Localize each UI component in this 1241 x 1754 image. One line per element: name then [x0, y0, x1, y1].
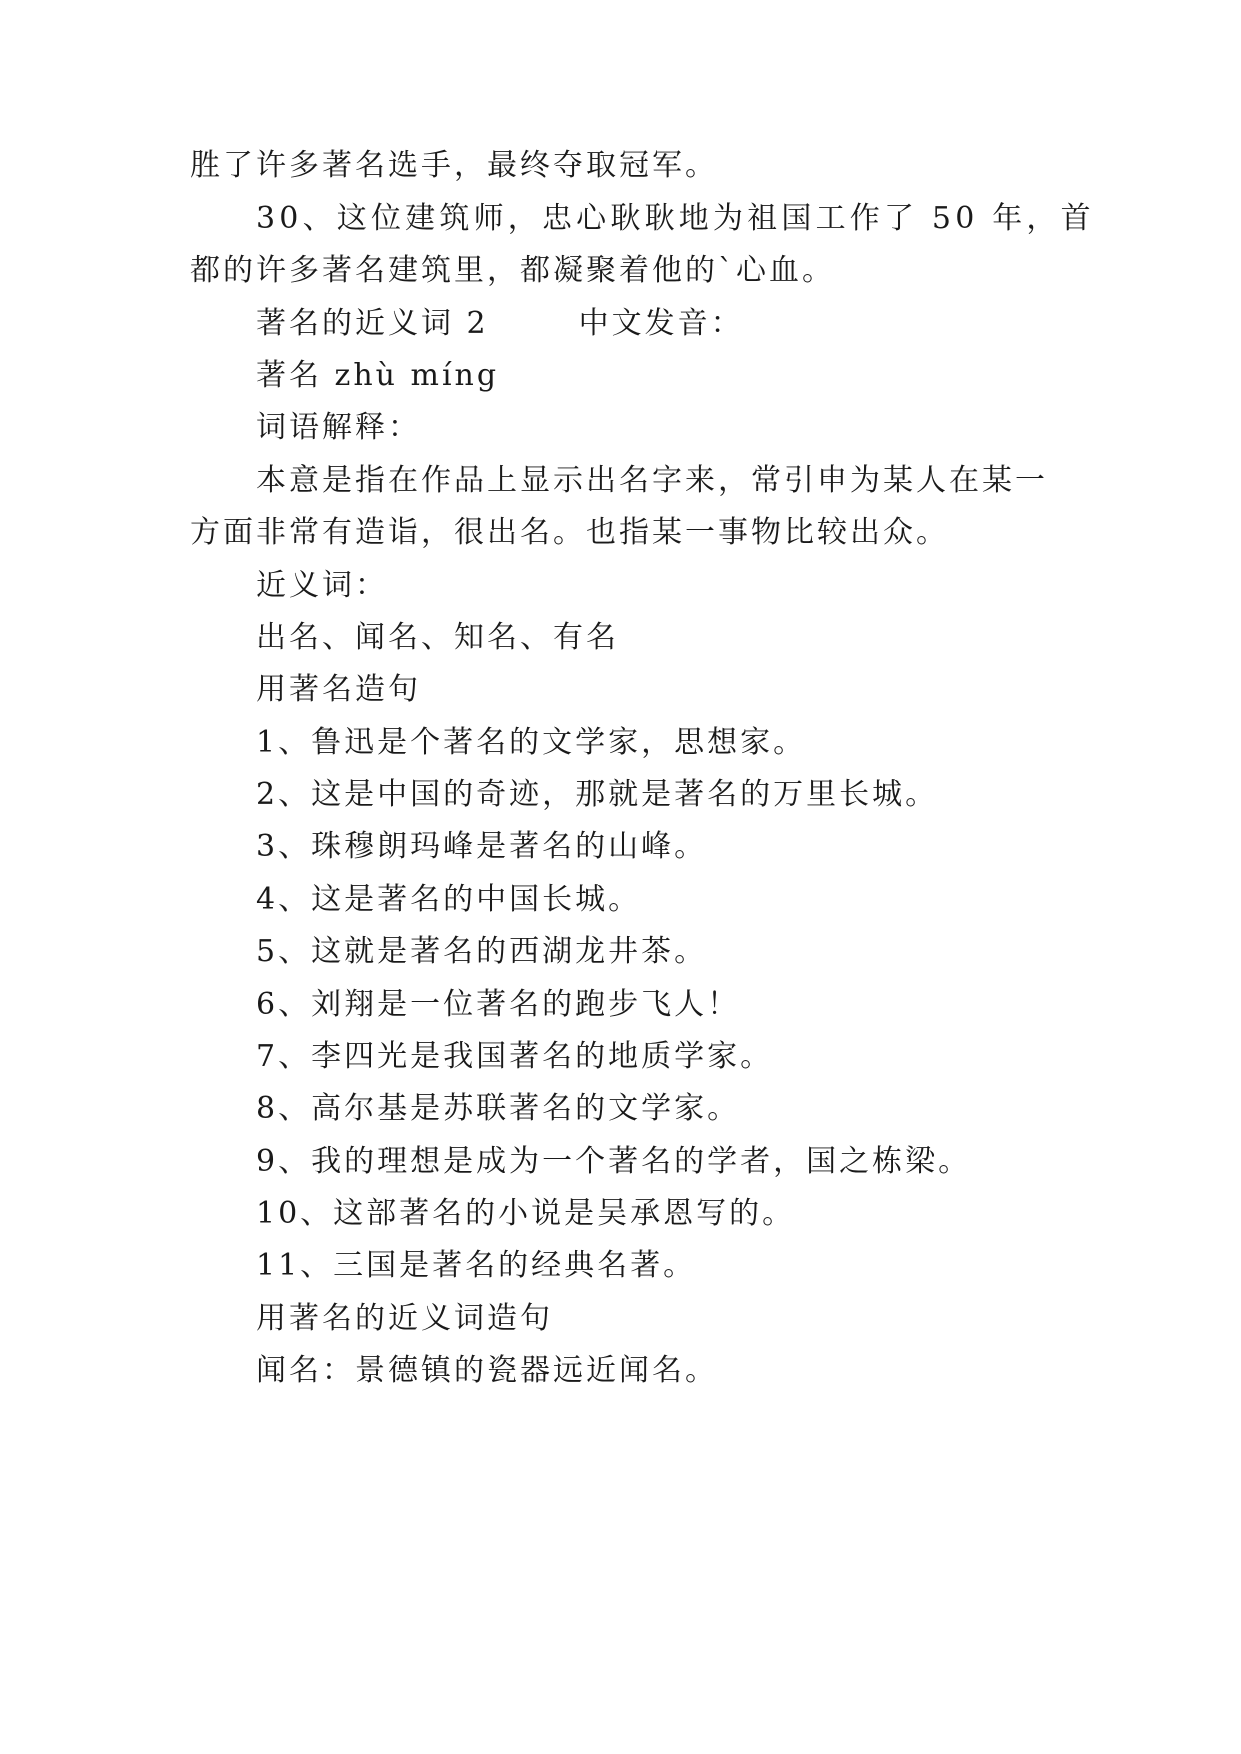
- example-sentence: 8、高尔基是苏联著名的文学家。: [256, 1091, 741, 1126]
- label-line: 近义词：: [256, 568, 388, 603]
- label-line: 用著名的近义词造句: [256, 1301, 553, 1336]
- paragraph-line: 都的许多著名建筑里，都凝聚着他的`心血。: [190, 253, 835, 288]
- paragraph-line: 胜了许多著名选手，最终夺取冠军。: [190, 148, 718, 183]
- example-sentence: 4、这是著名的中国长城。: [256, 882, 642, 917]
- example-sentence: 2、这是中国的奇迹，那就是著名的万里长城。: [256, 777, 939, 812]
- section-heading-subtitle: 中文发音：: [578, 306, 744, 341]
- example-sentence: 9、我的理想是成为一个著名的学者，国之栋梁。: [256, 1144, 972, 1179]
- section-heading: [256, 304, 744, 344]
- example-sentence: 7、李四光是我国著名的地质学家。: [256, 1039, 774, 1074]
- example-sentence: 1、鲁迅是个著名的文学家，思想家。: [256, 725, 807, 760]
- example-sentence: 6、刘翔是一位著名的跑步飞人！: [256, 987, 741, 1022]
- example-sentence: 闻名：景德镇的瓷器远近闻名。: [256, 1353, 718, 1388]
- pinyin-line: 著名 zhù míng: [256, 358, 500, 393]
- section-heading-title: 著名的近义词 2: [256, 306, 489, 341]
- example-sentence: 10、这部著名的小说是吴承恩写的。: [256, 1196, 796, 1231]
- label-line: 词语解释：: [256, 410, 421, 445]
- example-sentence: 5、这就是著名的西湖龙井茶。: [256, 934, 708, 969]
- paragraph-line: 本意是指在作品上显示出名字来，常引申为某人在某一: [256, 463, 1048, 498]
- example-sentence: 3、珠穆朗玛峰是著名的山峰。: [256, 829, 708, 864]
- paragraph-line: 30、这位建筑师，忠心耿耿地为祖国工作了 50 年，首: [256, 201, 1095, 236]
- paragraph-line: 方面非常有造诣，很出名。也指某一事物比较出众。: [190, 515, 949, 550]
- synonym-list: 出名、闻名、知名、有名: [256, 620, 619, 655]
- label-line: 用著名造句: [256, 672, 421, 707]
- example-sentence: 11、三国是著名的经典名著。: [256, 1248, 697, 1283]
